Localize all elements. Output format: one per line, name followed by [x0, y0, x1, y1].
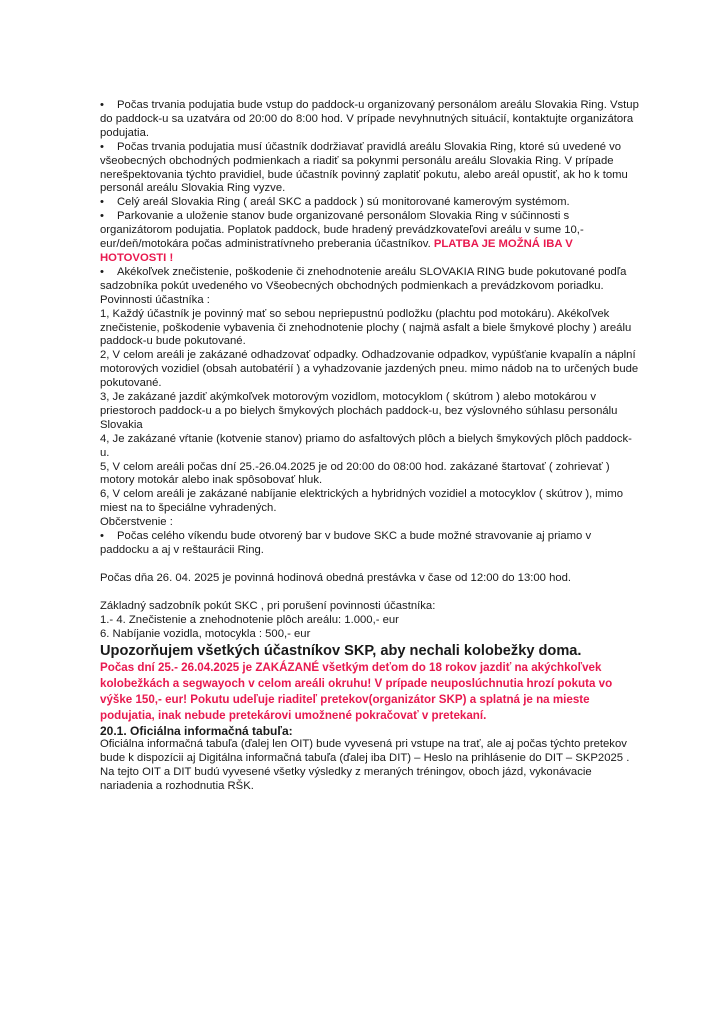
fine-line-1: 1.- 4. Znečistenie a znehodnotenie plôch areálu: 1.000,- eur	[100, 613, 399, 626]
section-title-info-board: 20.1. Oficiálna informačná tabuľa:	[100, 724, 293, 739]
fine-line-2: 6. Nabíjanie vozidla, motocykla : 500,- eur	[100, 627, 311, 640]
bullet-paddock-access: • Počas trvania podujatia bude vstup do paddock-u organizovaný personálom areálu Slovakia Ring. Vstup do paddock-u sa uzatvára od 20:00 do 8:00 hod. V prípade nevyhnutných situácií, kontaktujte organizátora podujatia.	[100, 99, 639, 139]
bullet-icon: •	[100, 99, 104, 111]
duty-item-6: 6, V celom areáli je zakázané nabíjanie elektrických a hybridných vozidiel a motocyklov ( skútrov ), mimo miest na to špeciálne vyhradených.	[100, 488, 624, 515]
duties-title: Povinnosti účastníka :	[100, 293, 210, 306]
document-body	[100, 99, 640, 794]
bullet-icon: •	[100, 140, 104, 153]
fines-title: Základný sadzobník pokút SKC , pri porušení povinnosti účastníka:	[100, 599, 436, 612]
bullet-icon: •	[100, 265, 104, 278]
bullet-refreshments: • Počas celého víkendu bude otvorený bar v budove SKC a bude možné stravovanie aj priamo v paddocku a aj v reštaurácii Ring.	[100, 530, 592, 556]
section-text-info-board: Oficiálna informačná tabuľa (ďalej len OIT) bude vyvesená pri vstupe na trať, ale aj počas týchto pretekov bude k dispozícii aj Digitálna informačná tabuľa (ďalej iba DIT) – Heslo na prihlásenie do DIT – SKP2025 . Na tejto OIT a DIT budú vyvesené všetky výsledky z meraných tréningov, oboch jázd, vykonávacie nariadenia a rozhodnutia RŠK.	[100, 738, 630, 793]
duty-item-2: 2, V celom areáli je zakázané odhadzovať odpadky. Odhadzovanie odpadkov, vypúšťanie kvapalín a náplní motorových vozidiel (obsah autobatérií ) a vyhadzovanie jazdených pneu. mimo nádob na to určených bude pokutované.	[100, 349, 639, 390]
duty-item-4: 4, Je zakázané vŕtanie (kotvenie stanov) priamo do asfaltových plôch a bielych šmykových plôch paddock-u.	[100, 432, 632, 459]
cash-only-notice: PLATBA JE MOŽNÁ IBA V HOTOVOSTI !	[100, 238, 573, 264]
lunch-break-note: Počas dňa 26. 04. 2025 je povinná hodinová obedná prestávka v čase od 12:00 do 13:00 hod.	[100, 571, 572, 584]
duty-item-1: 1, Každý účastník je povinný mať so sebou nepriepustnú podložku (plachtu pod motokáru). Akékoľvek znečistenie, poškodenie vybavenia či znehodnotenie plochy ( najmä asfalt a biele šmykové plochy ) areálu paddock-u bude pokutované.	[100, 307, 632, 348]
bullet-rules: • Počas trvania podujatia musí účastník dodržiavať pravidlá areálu Slovakia Ring, ktoré sú uvedené vo všeobecných obchodných podmienkach a riadiť sa pokynmi personálu areálu Slovakia Ring. V prípade nerešpektovania týchto pravidiel, bude účastník povinný zaplatiť pokutu, alebo areál opustiť, ak ho k tomu personál areálu Slovakia Ring vyzve.	[100, 140, 628, 195]
scooter-headline: Upozorňujem všetkých účastníkov SKP, aby nechali kolobežky doma.	[100, 642, 582, 659]
bullet-icon: •	[100, 530, 104, 543]
duty-item-3: 3, Je zakázané jazdiť akýmkoľvek motorovým vozidlom, motocyklom ( skútrom ) alebo motokárou v priestoroch paddock-u a po bielych šmykových plochách paddock-u, bez výslovného súhlasu personálu Slovakia	[100, 391, 618, 431]
children-scooter-warning: Počas dní 25.- 26.04.2025 je ZAKÁZANÉ všetkým deťom do 18 rokov jazdiť na akýchkoľvek kolobežkách a segwayoch v celom areáli okruhu! V prípade neuposlúchnutia hrozí pokuta vo výške 150,- eur! Pokutu udeľuje riaditeľ pretekov(organizátor SKP) a splatná je na mieste podujatia, inak nebude pretekárovi umožnené pokračovať v pretekaní.	[100, 660, 613, 723]
bullet-icon: •	[100, 210, 104, 223]
duty-item-5: 5, V celom areáli počas dní 25.-26.04.2025 je od 20:00 do 08:00 hod. zakázané štartovať ( zohrievať ) motory motokár alebo inak spôsobovať hluk.	[100, 460, 610, 487]
bullet-parking: • Parkovanie a uloženie stanov bude organizované personálom Slovakia Ring v súčinnosti s organizátorom podujatia. Poplatok paddock, bude hradený prevádzkovateľovi areálu v sume 10,-eur/deň/motokára počas administratívneho preberania účastníkov. PLATBA JE MOŽNÁ IBA V HOTOVOSTI !	[100, 210, 584, 264]
bullet-icon: •	[100, 196, 104, 209]
bullet-cameras: • Celý areál Slovakia Ring ( areál SKC a paddock ) sú monitorované kamerovým systémom.	[100, 196, 570, 209]
refreshments-title: Občerstvenie :	[100, 516, 173, 529]
bullet-pollution: • Akékoľvek znečistenie, poškodenie či znehodnotenie areálu SLOVAKIA RING bude pokutované podľa sadzobníka pokút uvedeného vo Všeobecných obchodných podmienkach a prevádzkovom poriadku.	[100, 265, 627, 292]
